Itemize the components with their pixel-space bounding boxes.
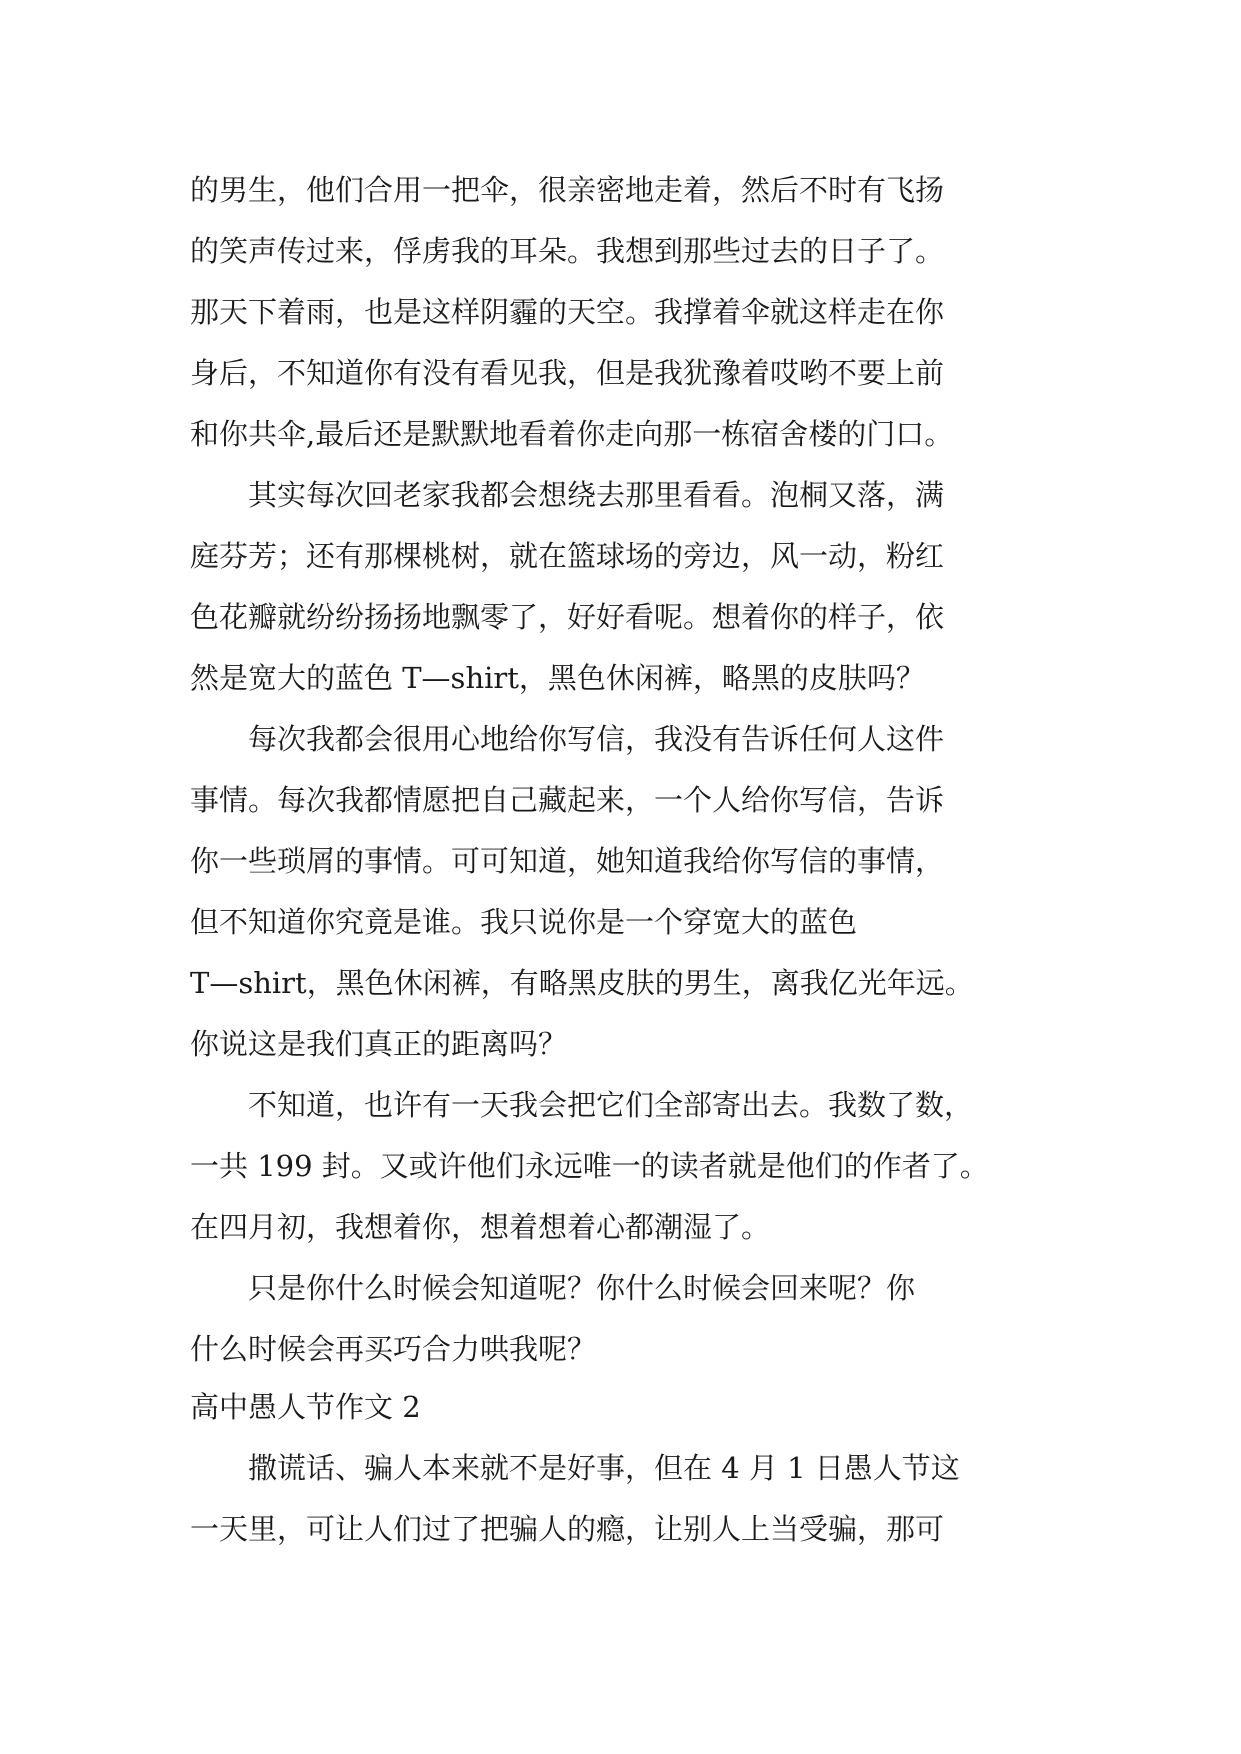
text-line: 在四月初，我想着你，想着想着心都潮湿了。 [190,1210,771,1244]
text-line: 色花瓣就纷纷扬扬地飘零了，好好看呢。想着你的样子，依 [190,600,945,634]
body-text-section-1 [190,160,1060,1380]
text-line: 一天里，可让人们过了把骗人的瘾，让别人上当受骗，那可 [190,1512,945,1546]
text-line: 你一些琐屑的事情。可可知道，她知道我给你写信的事情， [190,844,945,878]
text-line: 事情。每次我都情愿把自己藏起来，一个人给你写信，告诉 [190,783,945,817]
text-line: 那天下着雨，也是这样阴霾的天空。我撑着伞就这样走在你 [190,295,945,329]
text-line: 其实每次回老家我都会想绕去那里看看。泡桐又落，满 [190,478,945,512]
text-line: 和你共伞,最后还是默默地看着你走向那一栋宿舍楼的门口。 [190,417,954,451]
body-text-section-2 [190,1438,1060,1560]
text-line: 撒谎话、骗人本来就不是好事，但在 4 月 1 日愚人节这 [190,1451,960,1485]
text-line: 身后，不知道你有没有看见我，但是我犹豫着哎哟不要上前 [190,356,945,390]
text-line: 每次我都会很用心地给你写信，我没有告诉任何人这件 [190,722,945,756]
section-heading: 高中愚人节作文 2 [190,1390,421,1424]
text-line: 你说这是我们真正的距离吗？ [190,1027,568,1061]
text-line: 只是你什么时候会知道呢？你什么时候会回来呢？你 [190,1271,916,1305]
text-line: 不知道，也许有一天我会把它们全部寄出去。我数了数， [190,1088,974,1122]
text-line: 的笑声传过来，俘虏我的耳朵。我想到那些过去的日子了。 [190,234,945,268]
text-line: T—shirt，黑色休闲裤，有略黑皮肤的男生，离我亿光年远。 [190,966,974,1000]
text-line: 的男生，他们合用一把伞，很亲密地走着，然后不时有飞扬 [190,173,945,207]
text-line: 一共 199 封。又或许他们永远唯一的读者就是他们的作者了。 [190,1149,989,1183]
text-line: 但不知道你究竟是谁。我只说你是一个穿宽大的蓝色 [190,905,858,939]
text-line: 庭芬芳；还有那棵桃树，就在篮球场的旁边，风一动，粉红 [190,539,945,573]
text-line: 什么时候会再买巧合力哄我呢？ [190,1332,597,1366]
text-line: 然是宽大的蓝色 T—shirt，黑色休闲裤，略黑的皮肤吗？ [190,661,925,695]
